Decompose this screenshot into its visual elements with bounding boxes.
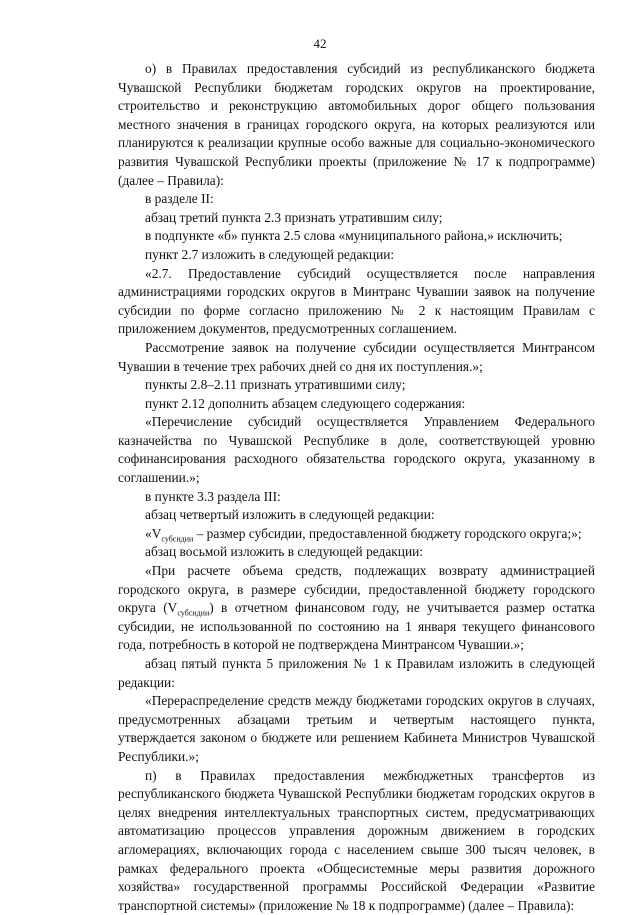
formula-subscript: субсидии: [161, 534, 194, 544]
formula-open: «V: [145, 525, 162, 541]
paragraph: пункты 2.8–2.11 признать утратившими силу;: [145, 377, 406, 393]
formula-paragraph: [118, 525, 595, 544]
paragraph: «Перечисление субсидий осуществляется Управлением Федерального казначейства по Чувашской Республике в доле, соответствующей уровню софинансирования расходного обязательства городского округа, указанному в соглашении.»;: [118, 414, 595, 486]
recalc-after: ) в отчетном финансовом году, не учитывается размер остатка субсидии, не использованной по состоянию на 1 января текущего финансового года, потребность в которой не подтверждена Минтрансом Чувашии.»;: [118, 600, 595, 653]
recalc-before: «При расчете объема средств, подлежащих возврату администрацией городского округа, в размере субсидии, предоставленной бюджету городского округа (V: [118, 563, 595, 616]
paragraph: абзац пятый пункта 5 приложения № 1 к Правилам изложить в следующей редакции:: [118, 656, 595, 690]
paragraph: в разделе II:: [145, 191, 214, 207]
paragraph: в пункте 3.3 раздела III:: [145, 488, 281, 504]
paragraph: в подпункте «б» пункта 2.5 слова «муниципального района,» исключить;: [145, 228, 563, 244]
paragraph: пункт 2.12 дополнить абзацем следующего содержания:: [145, 395, 466, 411]
paragraph: абзац восьмой изложить в следующей редакции:: [145, 544, 424, 560]
recalc-paragraph: [118, 562, 595, 655]
paragraph: о) в Правилах предоставления субсидий из республиканского бюджета Чувашской Республики бюджетам городских округов на проектирование, строительство и реконструкцию автомобильных дорог общего пользования местного значения в границах городского округа, на которых реализуются или планируются к реализации крупные особо важные для социально-экономического развития Чувашской Республики проекты (приложение № 17 к подпрограмме) (далее – Правила):: [118, 61, 595, 188]
paragraph: абзац четвертый изложить в следующей редакции:: [145, 507, 435, 523]
paragraph: абзац третий пункта 2.3 признать утратившим силу;: [145, 209, 443, 225]
paragraph: пункт 2.7 изложить в следующей редакции:: [145, 246, 395, 262]
recalc-subscript: субсидии: [177, 608, 210, 618]
paragraph: п) в Правилах предоставления межбюджетных трансфертов из республиканского бюджета Чувашской Республики бюджетам городских округов в целях внедрения интеллектуальных транспортных систем, предусматривающих автоматизацию процессов управления дорожным движением в городских агломерациях, включающих города с населением свыше 300 тысяч человек, в рамках федерального проекта «Общесистемные меры развития дорожного хозяйства» государственной программы Российской Федерации «Развитие транспортной системы» (приложение № 18 к подпрограмме) (далее – Правила):: [118, 767, 595, 913]
page-number: 42: [313, 36, 327, 51]
paragraph: «2.7. Предоставление субсидий осуществляется после направления администрациями городских округов в Минтранс Чувашии заявок на получение субсидии по форме согласно приложению № 2 к настоящим Правилам с приложением документов, предусмотренных соглашением.: [118, 265, 595, 337]
formula-rest: – размер субсидии, предоставленной бюджету городского округа;»;: [193, 525, 582, 541]
paragraph: «Перераспределение средств между бюджетами городских округов в случаях, предусмотренных абзацами третьим и четвертым настоящего пункта, утверждается законом о бюджете или решением Кабинета Министров Чувашской Республики.»;: [118, 693, 595, 764]
document-body: [118, 60, 595, 915]
paragraph: Рассмотрение заявок на получение субсидии осуществляется Минтрансом Чувашии в течение трех рабочих дней со дня их поступления.»;: [118, 339, 595, 374]
